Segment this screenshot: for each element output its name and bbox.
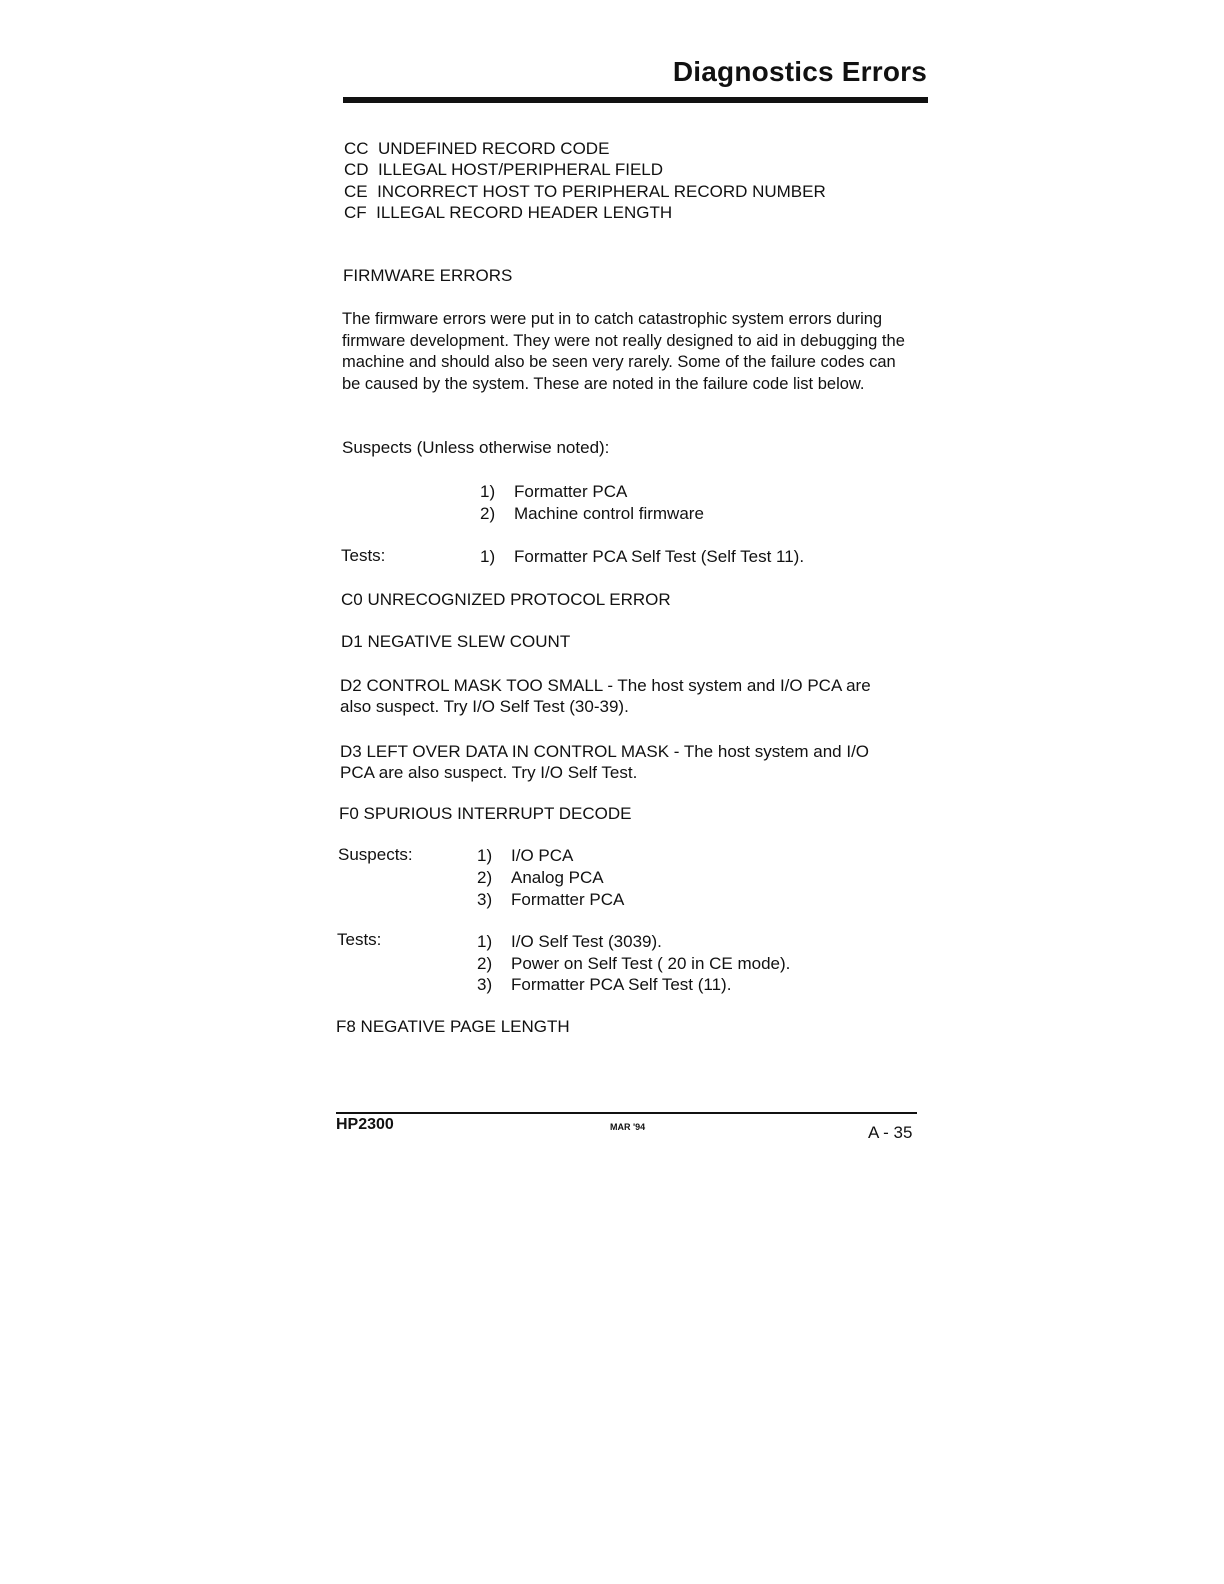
tests-label: Tests:: [341, 546, 386, 565]
list-item: [477, 974, 731, 995]
footer-model: HP2300: [336, 1116, 394, 1133]
section-heading: FIRMWARE ERRORS: [343, 266, 513, 285]
item-text: Formatter PCA Self Test (11).: [511, 975, 732, 994]
error-d3: D3 LEFT OVER DATA IN CONTROL MASK - The host system and I/O: [340, 742, 870, 761]
list-item: [480, 481, 627, 502]
footer-date: MAR '94: [610, 1122, 646, 1132]
item-number: 3): [477, 975, 493, 994]
error-d2-cont: also suspect. Try I/O Self Test (30-39).: [340, 697, 629, 716]
error-d1: D1 NEGATIVE SLEW COUNT: [341, 632, 571, 651]
item-number: 1): [480, 547, 496, 566]
item-text: I/O Self Test (3039).: [511, 932, 662, 951]
item-text: Formatter PCA: [511, 890, 625, 909]
list-item: [480, 503, 704, 524]
page-title: Diagnostics Errors: [672, 56, 927, 87]
code-line: [344, 181, 826, 202]
error-d2: D2 CONTROL MASK TOO SMALL - The host system and I/O PCA are: [340, 676, 871, 695]
suspects-label: Suspects (Unless otherwise noted):: [342, 438, 610, 457]
page-number: A - 35: [868, 1123, 913, 1142]
code-line: [344, 159, 663, 180]
firmware-paragraph: The firmware errors were put in to catch catastrophic system errors during firmware development. They were not really designed to aid in debugging the machine and should also be seen very rarely. Some of the failure codes can be caused by the system. These are noted in the failure code list below.: [342, 310, 905, 393]
error-f0: F0 SPURIOUS INTERRUPT DECODE: [339, 804, 632, 823]
list-item: [477, 931, 662, 952]
code-id: CC: [344, 139, 369, 158]
item-number: 1): [480, 482, 496, 501]
list-item: [477, 889, 624, 910]
code-line: [344, 202, 672, 223]
tests-label: Tests:: [337, 930, 382, 949]
error-f8: F8 NEGATIVE PAGE LENGTH: [336, 1017, 570, 1036]
item-number: 1): [477, 846, 493, 865]
code-desc: INCORRECT HOST TO PERIPHERAL RECORD NUMBER: [377, 182, 826, 201]
item-number: 1): [477, 932, 493, 951]
code-desc: ILLEGAL RECORD HEADER LENGTH: [376, 203, 673, 222]
list-item: [477, 845, 573, 866]
suspects-label: Suspects:: [338, 845, 413, 864]
code-desc: ILLEGAL HOST/PERIPHERAL FIELD: [378, 160, 664, 179]
code-id: CD: [344, 160, 369, 179]
code-desc: UNDEFINED RECORD CODE: [378, 139, 610, 158]
title-rule: [343, 97, 928, 103]
item-text: Analog PCA: [511, 868, 604, 887]
footer-rule: [336, 1112, 917, 1114]
error-c0: C0 UNRECOGNIZED PROTOCOL ERROR: [341, 590, 671, 609]
list-item: [480, 546, 804, 567]
code-id: CE: [344, 182, 368, 201]
code-id: CF: [344, 203, 367, 222]
item-number: 2): [480, 504, 496, 523]
item-text: Formatter PCA Self Test (Self Test 11).: [514, 547, 805, 566]
item-text: I/O PCA: [511, 846, 574, 865]
item-text: Formatter PCA: [514, 482, 628, 501]
item-number: 2): [477, 868, 493, 887]
item-number: 2): [477, 954, 493, 973]
error-d3-cont: PCA are also suspect. Try I/O Self Test.: [340, 763, 638, 782]
list-item: [477, 953, 790, 974]
item-text: Machine control firmware: [514, 504, 704, 523]
code-line: [344, 138, 609, 159]
list-item: [477, 867, 604, 888]
item-text: Power on Self Test ( 20 in CE mode).: [511, 954, 791, 973]
item-number: 3): [477, 890, 493, 909]
